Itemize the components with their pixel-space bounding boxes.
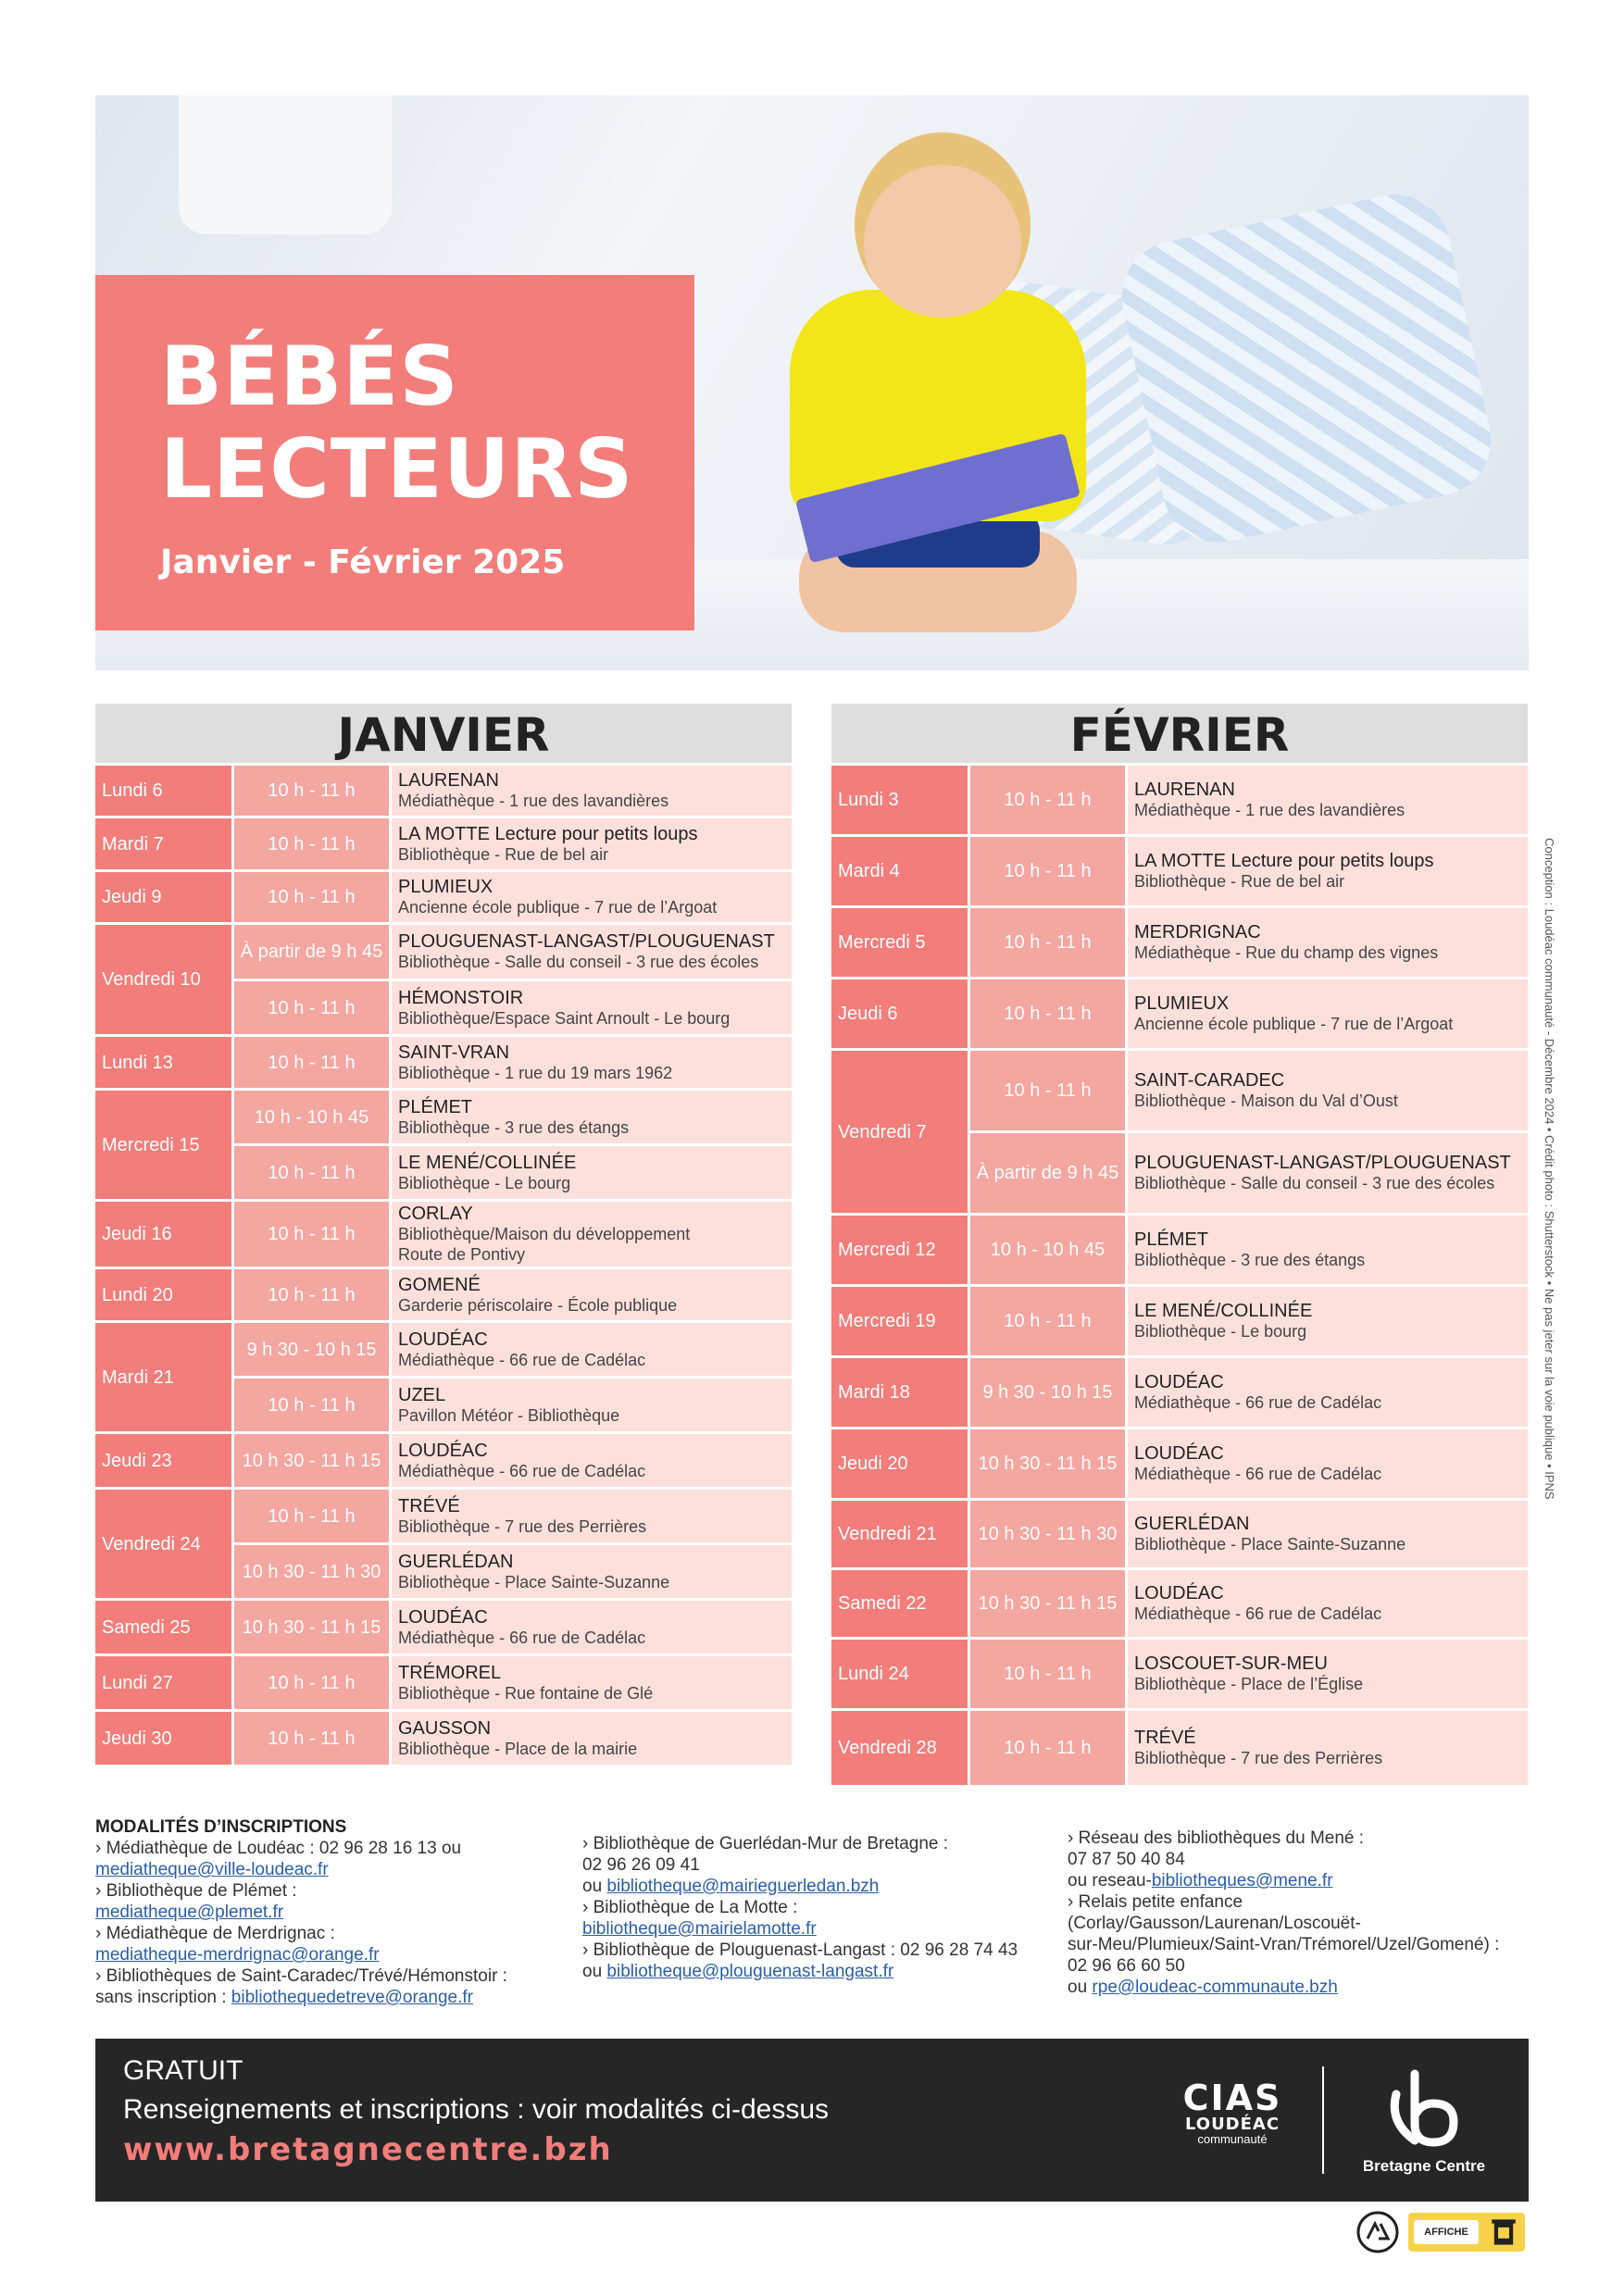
- schedule-table: [93, 763, 794, 1767]
- day-cell: Jeudi 20: [831, 1429, 968, 1498]
- side-credit: [1542, 838, 1558, 1532]
- schedule-row: [831, 837, 1528, 905]
- place-cell: [1128, 1640, 1528, 1708]
- place-name: PLUMIEUX: [398, 877, 493, 897]
- registration-line: [1068, 1891, 1530, 1934]
- registration-text: › Relais petite enfance (Corlay/Gausson/Laurenan/Loscouët-: [1068, 1892, 1361, 1933]
- free-label: GRATUIT: [123, 2055, 244, 2086]
- title-line-2: LECTEURS: [160, 421, 634, 517]
- schedule-row: [831, 766, 1528, 834]
- place-address: Médiathèque - 66 rue de Cadélac: [398, 1461, 646, 1480]
- schedule-row: [831, 1051, 1528, 1130]
- time-cell: 10 h - 11 h: [234, 1712, 389, 1765]
- triman-icon: [1356, 2211, 1399, 2253]
- registration-text: › Bibliothèques de Saint-Caradec/Trévé/Hémonstoir :: [95, 1966, 507, 1986]
- place-address: Pavillon Météor - Bibliothèque: [398, 1405, 620, 1425]
- info-line: Renseignements et inscriptions : voir modalités ci-dessus: [123, 2094, 829, 2125]
- place-cell: [1128, 1051, 1528, 1130]
- time-cell: 10 h - 10 h 45: [234, 1091, 389, 1143]
- day-cell: Jeudi 23: [95, 1434, 231, 1487]
- place-name: GUERLÉDAN: [1134, 1514, 1250, 1534]
- registration-text: 07 87 50 40 84: [1068, 1850, 1185, 1869]
- affiche-badge: [1408, 2213, 1525, 2252]
- place-cell: [392, 1434, 792, 1487]
- place-name: GUERLÉDAN: [398, 1551, 514, 1572]
- day-cell: Lundi 13: [95, 1037, 231, 1088]
- january-schedule: [95, 704, 792, 1767]
- place-address: Bibliothèque - Place Sainte-Suzanne: [1134, 1535, 1406, 1554]
- registration-line: [95, 1987, 558, 2008]
- time-cell: 10 h - 11 h: [234, 1656, 389, 1709]
- place-cell: [1128, 1287, 1528, 1355]
- day-cell: Jeudi 30: [95, 1712, 231, 1765]
- day-cell: Jeudi 16: [95, 1202, 231, 1267]
- day-cell: Jeudi 9: [95, 872, 231, 922]
- recycling-badges: [1356, 2207, 1529, 2255]
- place-cell: [1128, 1501, 1528, 1567]
- time-cell: 10 h - 11 h: [970, 908, 1125, 977]
- registration-line: [582, 1918, 1045, 1940]
- day-cell: Lundi 27: [95, 1656, 231, 1709]
- time-cell: 10 h 30 - 11 h 30: [234, 1545, 389, 1598]
- registration-text: › Bibliothèque de Plémet :: [95, 1881, 297, 1901]
- time-cell: 10 h - 11 h: [234, 872, 389, 922]
- email-link[interactable]: bibliothequedetreve@orange.fr: [231, 1988, 473, 2007]
- registration-text: ou: [582, 1962, 607, 1981]
- day-cell: Lundi 6: [95, 766, 231, 816]
- schedule-row: [95, 1712, 792, 1765]
- place-address: Garderie périscolaire - École publique: [398, 1295, 678, 1315]
- schedule-row: [95, 1601, 792, 1653]
- place-address: Bibliothèque - Rue de bel air: [1134, 872, 1345, 891]
- place-address: Bibliothèque - Le bourg: [1134, 1322, 1307, 1341]
- place-cell: [392, 1202, 792, 1267]
- place-cell: [1128, 1711, 1528, 1785]
- place-address: Bibliothèque - Place Sainte-Suzanne: [398, 1572, 670, 1591]
- day-cell: Lundi 24: [831, 1640, 968, 1708]
- schedule-row: [95, 1037, 792, 1088]
- place-name: LE MENÉ/COLLINÉE: [1134, 1301, 1313, 1321]
- bretagne-centre-logo: [1336, 2065, 1512, 2185]
- time-cell: 10 h 30 - 11 h 15: [234, 1601, 389, 1653]
- registration-line: [1068, 1955, 1530, 1977]
- time-cell: 9 h 30 - 10 h 15: [970, 1358, 1125, 1427]
- place-address: Bibliothèque - Rue de bel air: [398, 844, 609, 864]
- schedule-row: [95, 1269, 792, 1320]
- place-address: Médiathèque - Rue du champ des vignes: [1134, 943, 1439, 962]
- registration-line: [582, 1833, 1045, 1854]
- cias-logo-text: CIAS: [1182, 2078, 1282, 2118]
- schedule-row: [831, 980, 1528, 1048]
- place-cell: [1128, 1358, 1528, 1427]
- registration-text: › Réseau des bibliothèques du Mené :: [1068, 1828, 1365, 1848]
- place-name: PLUMIEUX: [1134, 993, 1230, 1014]
- registration-line: [1068, 1934, 1530, 1955]
- place-name: GAUSSON: [398, 1717, 492, 1739]
- registration-text: ou: [1068, 1978, 1093, 1997]
- place-name: MERDRIGNAC: [1134, 922, 1261, 942]
- registration-column-1: [95, 1816, 558, 2008]
- place-name: CORLAY: [398, 1204, 473, 1224]
- bretagne-centre-label: Bretagne Centre: [1362, 2157, 1486, 2175]
- registration-text: › Bibliothèque de Plouguenast-Langast : 02 96 28 74 43: [582, 1940, 1018, 1960]
- registration-line: [582, 1940, 1045, 1961]
- place-name: SAINT-VRAN: [398, 1042, 510, 1063]
- place-name: LOUDÉAC: [1134, 1372, 1224, 1392]
- time-cell: 10 h - 11 h: [234, 1202, 389, 1267]
- schedule-row: [831, 1570, 1528, 1637]
- day-cell: Samedi 25: [95, 1601, 231, 1653]
- email-link[interactable]: bibliotheques@mene.fr: [1151, 1871, 1333, 1890]
- place-cell: [1128, 1216, 1528, 1284]
- place-address: Bibliothèque - Le bourg: [398, 1173, 571, 1192]
- registration-line: [95, 1838, 558, 1859]
- place-address: Bibliothèque - 3 rue des étangs: [398, 1117, 630, 1137]
- month-title: FÉVRIER: [831, 704, 1528, 763]
- day-cell: Lundi 20: [95, 1269, 231, 1320]
- email-link[interactable]: bibliotheque@mairielamotte.fr: [582, 1919, 817, 1939]
- place-address: Médiathèque - 66 rue de Cadélac: [1134, 1465, 1382, 1483]
- time-cell: 10 h - 11 h: [234, 1037, 389, 1088]
- place-name: LOUDÉAC: [1134, 1443, 1224, 1464]
- place-name: LA MOTTE Lecture pour petits loups: [1134, 851, 1434, 871]
- schedule-row: [831, 1216, 1528, 1284]
- schedule-row: [95, 872, 792, 922]
- place-cell: [392, 872, 792, 922]
- time-cell: 10 h - 11 h: [970, 1640, 1125, 1708]
- time-cell: 10 h - 11 h: [234, 766, 389, 816]
- time-cell: 10 h 30 - 11 h 30: [970, 1501, 1125, 1567]
- email-link[interactable]: mediatheque-merdrignac@orange.fr: [95, 1945, 380, 1965]
- registration-text: › Bibliothèque de La Motte :: [582, 1898, 798, 1917]
- schedule-row: [831, 1501, 1528, 1567]
- credit-text: Conception : Loudéac communauté - Décembre 2024 • Crédit photo : Shutterstock • Ne pas jeter sur la voie publique • IPNS: [1543, 838, 1556, 1500]
- place-address: Bibliothèque - 7 rue des Perrières: [398, 1516, 647, 1536]
- schedule-row: [831, 908, 1528, 977]
- registration-text: ou reseau-: [1068, 1871, 1152, 1890]
- registration-line: [582, 1854, 1045, 1876]
- place-cell: [1128, 837, 1528, 905]
- place-cell: [1128, 1429, 1528, 1498]
- place-address: Médiathèque - 1 rue des lavandières: [1134, 801, 1405, 819]
- registration-text: ou: [582, 1877, 607, 1896]
- registration-text: › Bibliothèque de Guerlédan-Mur de Bretagne :: [582, 1834, 949, 1853]
- time-cell: 10 h - 11 h: [234, 1490, 389, 1542]
- place-name: PLOUGUENAST-LANGAST/PLOUGUENAST: [1134, 1153, 1511, 1173]
- registration-line: [95, 1859, 558, 1880]
- place-cell: [1128, 1133, 1528, 1213]
- divider: [1322, 2066, 1324, 2174]
- time-cell: 10 h - 11 h: [970, 1287, 1125, 1355]
- place-address: Bibliothèque - Place de l’Église: [1134, 1675, 1364, 1693]
- day-cell: Mardi 7: [95, 818, 231, 869]
- day-cell: Mardi 4: [831, 837, 968, 905]
- place-name: LOUDÉAC: [398, 1440, 488, 1461]
- registration-line: [582, 1897, 1045, 1918]
- time-cell: 9 h 30 - 10 h 15: [234, 1323, 389, 1376]
- place-address: Médiathèque - 66 rue de Cadélac: [1134, 1393, 1382, 1412]
- email-link[interactable]: bibliotheque@plouguenast-langast.fr: [606, 1962, 894, 1981]
- schedule-table: [829, 763, 1530, 1788]
- place-address: Bibliothèque - 1 rue du 19 mars 1962: [398, 1063, 673, 1082]
- place-cell: [392, 1601, 792, 1653]
- day-cell: Vendredi 7: [831, 1051, 968, 1213]
- footer-banner: [95, 2039, 1529, 2202]
- cias-logo: [1177, 2079, 1288, 2163]
- place-cell: [1128, 980, 1528, 1048]
- time-cell: 10 h - 11 h: [234, 981, 389, 1034]
- place-address: Route de Pontivy: [398, 1245, 526, 1264]
- place-address: Ancienne école publique - 7 rue de l’Argoat: [1134, 1015, 1454, 1033]
- place-address: Médiathèque - 66 rue de Cadélac: [398, 1350, 646, 1369]
- place-address: Ancienne école publique - 7 rue de l’Argoat: [398, 898, 718, 917]
- schedule-row: [95, 1656, 792, 1709]
- registration-line: [95, 1944, 558, 1965]
- place-address: Médiathèque - 1 rue des lavandières: [398, 792, 669, 810]
- place-name: TRÉVÉ: [1134, 1728, 1196, 1748]
- registration-line: [582, 1876, 1045, 1897]
- time-cell: 10 h - 11 h: [970, 766, 1125, 834]
- schedule-row: [95, 1091, 792, 1143]
- schedule-row: [831, 1429, 1528, 1498]
- schedule-row: [831, 1711, 1528, 1785]
- time-cell: 10 h - 11 h: [234, 1269, 389, 1320]
- place-cell: [392, 1091, 792, 1143]
- cias-logo-sub: LOUDÉAC: [1184, 2115, 1280, 2134]
- place-name: LOSCOUET-SUR-MEU: [1134, 1653, 1328, 1674]
- day-cell: Mercredi 5: [831, 908, 968, 977]
- place-cell: [1128, 1570, 1528, 1637]
- place-name: PLÉMET: [398, 1096, 473, 1117]
- day-cell: Vendredi 10: [95, 925, 231, 1034]
- schedule-row: [95, 818, 792, 869]
- time-cell: 10 h 30 - 11 h 15: [970, 1570, 1125, 1637]
- day-cell: Lundi 3: [831, 766, 968, 834]
- schedule-row: [95, 766, 792, 816]
- place-cell: [392, 766, 792, 816]
- place-cell: [392, 925, 792, 979]
- time-cell: 10 h 30 - 11 h 15: [234, 1434, 389, 1487]
- place-cell: [392, 818, 792, 869]
- place-name: LA MOTTE Lecture pour petits loups: [398, 823, 698, 844]
- registration-text: sur-Meu/Plumieux/Saint-Vran/Trémorel/Uzel/Gomené) :: [1068, 1935, 1500, 1954]
- pillow-shape: [1112, 184, 1502, 553]
- place-cell: [392, 1545, 792, 1598]
- time-cell: 10 h - 11 h: [970, 837, 1125, 905]
- place-address: Médiathèque - 66 rue de Cadélac: [398, 1628, 646, 1647]
- child-reading-illustration: [762, 132, 1114, 651]
- time-cell: 10 h - 11 h: [234, 818, 389, 869]
- registration-text: 02 96 26 09 41: [582, 1855, 700, 1875]
- registration-line: [95, 1902, 558, 1923]
- time-cell: À partir de 9 h 45: [234, 925, 389, 979]
- place-cell: [392, 1379, 792, 1431]
- place-address: Bibliothèque/Espace Saint Arnoult - Le bourg: [398, 1008, 731, 1028]
- schedule-row: [831, 1287, 1528, 1355]
- title-line-1: BÉBÉS: [160, 329, 459, 424]
- place-cell: [1128, 908, 1528, 977]
- registration-line: [95, 1965, 558, 1987]
- place-name: TRÉMOREL: [398, 1662, 502, 1683]
- page-title: [160, 331, 634, 516]
- page-subtitle: Janvier - Février 2025: [160, 543, 566, 581]
- bretagne-centre-icon: [1378, 2066, 1470, 2150]
- affiche-label: AFFICHE: [1414, 2220, 1479, 2244]
- place-address: Bibliothèque - 7 rue des Perrières: [1134, 1749, 1383, 1767]
- day-cell: Mardi 21: [95, 1323, 231, 1431]
- day-cell: Samedi 22: [831, 1570, 968, 1637]
- place-cell: [392, 1490, 792, 1542]
- schedule-row: [95, 925, 792, 979]
- cias-logo-sub2: communauté: [1197, 2132, 1268, 2146]
- place-cell: [392, 1269, 792, 1320]
- month-title: JANVIER: [95, 704, 792, 763]
- place-name: LAURENAN: [398, 770, 499, 791]
- email-link[interactable]: mediatheque@ville-loudeac.fr: [95, 1860, 329, 1879]
- place-cell: [392, 1037, 792, 1088]
- place-name: LOUDÉAC: [398, 1329, 488, 1350]
- time-cell: 10 h - 11 h: [970, 1051, 1125, 1130]
- time-cell: 10 h - 11 h: [970, 1711, 1125, 1785]
- place-address: Bibliothèque - Place de la mairie: [398, 1739, 638, 1758]
- registration-line: [1068, 1849, 1530, 1870]
- day-cell: Mercredi 15: [95, 1091, 231, 1199]
- day-cell: Vendredi 24: [95, 1490, 231, 1598]
- registration-text: 02 96 66 60 50: [1068, 1956, 1185, 1976]
- registration-line: [1068, 1870, 1530, 1891]
- registration-line: [95, 1923, 558, 1944]
- place-name: UZEL: [398, 1384, 446, 1405]
- place-address: Bibliothèque - Maison du Val d’Oust: [1134, 1092, 1398, 1110]
- place-name: GOMENÉ: [398, 1274, 481, 1295]
- place-cell: [392, 1712, 792, 1765]
- day-cell: Vendredi 21: [831, 1501, 968, 1567]
- registration-column-2: [582, 1833, 1045, 1982]
- place-address: Médiathèque - 66 rue de Cadélac: [1134, 1604, 1382, 1623]
- time-cell: 10 h 30 - 11 h 15: [970, 1429, 1125, 1498]
- schedule-row: [95, 1490, 792, 1542]
- place-cell: [392, 1323, 792, 1376]
- place-name: HÉMONSTOIR: [398, 987, 524, 1008]
- day-cell: Vendredi 28: [831, 1711, 968, 1785]
- registration-column-3: [1068, 1828, 1530, 1998]
- place-name: TRÉVÉ: [398, 1495, 460, 1516]
- time-cell: 10 h - 11 h: [970, 980, 1125, 1048]
- schedule-row: [831, 1358, 1528, 1427]
- time-cell: 10 h - 11 h: [234, 1146, 389, 1199]
- place-name: LOUDÉAC: [398, 1606, 488, 1628]
- email-link[interactable]: mediatheque@plemet.fr: [95, 1903, 284, 1922]
- day-cell: Mercredi 12: [831, 1216, 968, 1284]
- lamp-shape: [179, 95, 392, 234]
- time-cell: À partir de 9 h 45: [970, 1133, 1125, 1213]
- place-name: LOUDÉAC: [1134, 1583, 1224, 1603]
- schedule-row: [95, 1202, 792, 1267]
- place-address: Bibliothèque/Maison du développement: [398, 1225, 691, 1243]
- place-name: LE MENÉ/COLLINÉE: [398, 1152, 577, 1173]
- registration-text: › Médiathèque de Loudéac : 02 96 28 16 13 ou: [95, 1839, 462, 1858]
- website-link[interactable]: www.bretagnecentre.bzh: [123, 2131, 613, 2168]
- day-cell: Mardi 18: [831, 1358, 968, 1427]
- registration-line: [582, 1961, 1045, 1982]
- february-schedule: [831, 704, 1528, 1788]
- time-cell: 10 h - 10 h 45: [970, 1216, 1125, 1284]
- place-address: Bibliothèque - Rue fontaine de Glé: [398, 1683, 654, 1703]
- time-cell: 10 h - 11 h: [234, 1379, 389, 1431]
- title-box: [95, 275, 694, 630]
- registration-heading: MODALITÉS D’INSCRIPTIONS: [95, 1817, 347, 1837]
- email-link[interactable]: bibliotheque@mairieguerledan.bzh: [606, 1877, 880, 1896]
- schedule-row: [95, 1323, 792, 1376]
- place-name: PLOUGUENAST-LANGAST/PLOUGUENAST: [398, 931, 775, 952]
- sorting-bin-icon: [1488, 2216, 1519, 2248]
- registration-line: [1068, 1828, 1530, 1849]
- email-link[interactable]: rpe@loudeac-communaute.bzh: [1092, 1978, 1338, 1997]
- schedule-row: [831, 1640, 1528, 1708]
- place-address: Bibliothèque - Salle du conseil - 3 rue des écoles: [1134, 1174, 1495, 1192]
- place-cell: [1128, 766, 1528, 834]
- place-cell: [392, 1146, 792, 1199]
- place-name: SAINT-CARADEC: [1134, 1070, 1285, 1091]
- place-cell: [392, 1656, 792, 1709]
- place-cell: [392, 981, 792, 1034]
- registration-text: › Médiathèque de Merdrignac :: [95, 1924, 335, 1943]
- registration-info: [95, 1816, 1529, 2020]
- place-name: LAURENAN: [1134, 780, 1235, 800]
- day-cell: Mercredi 19: [831, 1287, 968, 1355]
- place-address: Bibliothèque - Salle du conseil - 3 rue des écoles: [398, 953, 759, 971]
- registration-text: sans inscription :: [95, 1988, 231, 2007]
- place-address: Bibliothèque - 3 rue des étangs: [1134, 1251, 1366, 1269]
- day-cell: Jeudi 6: [831, 980, 968, 1048]
- registration-line: [1068, 1977, 1530, 1998]
- place-name: PLÉMET: [1134, 1229, 1209, 1250]
- registration-line: [95, 1880, 558, 1902]
- schedule-row: [95, 1434, 792, 1487]
